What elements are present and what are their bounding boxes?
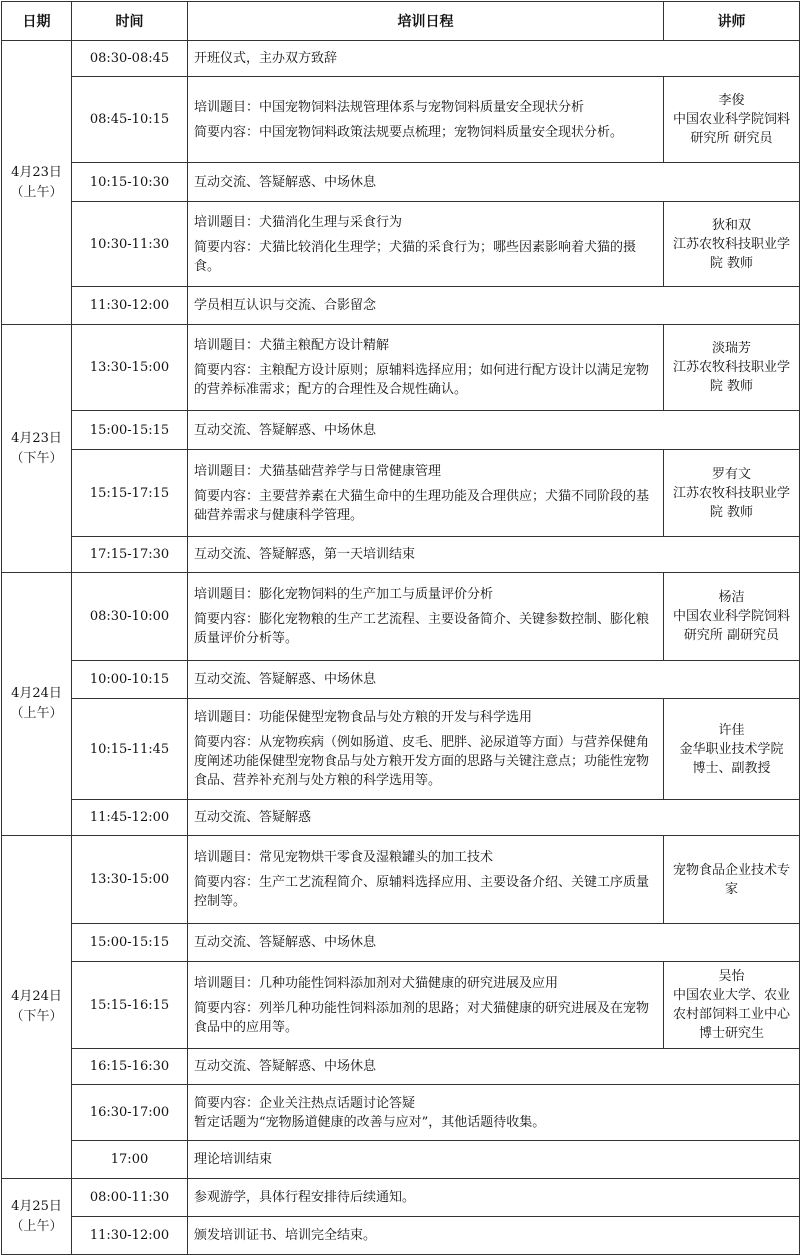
lecturer-cell: 吴怡 中国农业大学、农业 农村部饲料工业中心 博士研究生 [664,962,800,1049]
time-cell: 15:15-17:15 [72,450,188,537]
table-row [2,450,800,537]
session-topic: 培训题目：中国宠物饲料法规管理体系与宠物饲料质量安全现状分析 [194,99,585,115]
session-text: 参观游学，具体行程安排待后续通知。 [188,1179,800,1217]
table-row [2,699,800,800]
time-cell: 11:30-12:00 [72,1217,188,1255]
lecturer-cell: 宠物食品企业技术专 家 [664,836,800,924]
session-content [188,202,664,287]
lecturer-cell: 许佳 金华职业技术学院 博士、副教授 [664,699,800,800]
schedule-table [1,1,800,1255]
session-summary: 简要内容：主粮配方设计原则；原辅料选择应用；如何进行配方设计以满足宠物的营养标准需求；配方的合理性及合规性确认。 [194,363,650,397]
table-row [2,1141,800,1179]
header-time: 时间 [72,2,188,41]
session-text: 互动交流、答疑解惑、中场休息 [188,661,800,699]
time-cell: 10:15-10:30 [72,163,188,202]
time-cell: 17:00 [72,1141,188,1179]
table-row [2,1217,800,1255]
time-cell: 08:30-08:45 [72,41,188,77]
table-row [2,836,800,924]
time-cell: 13:30-15:00 [72,325,188,411]
time-cell: 08:00-11:30 [72,1179,188,1217]
time-cell: 08:45-10:15 [72,77,188,163]
session-text: 开班仪式，主办双方致辞 [188,41,800,77]
table-row [2,1085,800,1141]
table-row [2,800,800,836]
session-summary: 简要内容：主要营养素在犬猫生命中的生理功能及合理供应；犬猫不同阶段的基础营养需求与健康科学管理。 [194,488,650,523]
session-text: 颁发培训证书、培训完全结束。 [188,1217,800,1255]
time-cell: 08:30-10:00 [72,573,188,661]
lecturer-cell: 杨洁 中国农业科学院饲料 研究所 副研究员 [664,573,800,661]
table-row [2,661,800,699]
session-content [188,325,664,411]
session-topic: 培训题目：常见宠物烘干零食及湿粮罐头的加工技术 [194,850,494,865]
session-content [188,573,664,661]
header-date: 日期 [2,2,72,41]
time-cell: 16:30-17:00 [72,1085,188,1141]
date-cell: 4月23日 （下午） [2,325,72,573]
time-cell: 15:00-15:15 [72,411,188,450]
session-summary: 简要内容：从宠物疾病（例如肠道、皮毛、肥胖、泌尿道等方面）与营养保健角度阐述功能保健型宠物食品与处方粮开发方面的思路与关键注意点；功能性宠物食品、营养补充剂与处方粮的科学选用等。 [194,735,650,788]
session-text: 互动交流、答疑解惑、中场休息 [188,1049,800,1085]
table-row [2,77,800,163]
session-text: 互动交流、答疑解惑、中场休息 [188,411,800,450]
session-content [188,962,664,1049]
session-content [188,450,664,537]
header-lecturer: 讲师 [664,2,800,41]
time-cell: 15:00-15:15 [72,924,188,962]
time-cell: 10:30-11:30 [72,202,188,287]
session-text: 互动交流、答疑解惑，第一天培训结束 [188,537,800,573]
session-content [188,77,664,163]
session-summary: 简要内容：犬猫比较消化生理学；犬猫的采食行为；哪些因素影响着犬猫的摄食。 [194,239,637,274]
session-text: 理论培训结束 [188,1141,800,1179]
time-cell: 11:45-12:00 [72,800,188,836]
time-cell: 13:30-15:00 [72,836,188,924]
session-text: 简要内容：企业关注热点话题讨论答疑 暂定话题为“宠物肠道健康的改善与应对”，其他话题待收集。 [188,1085,800,1141]
session-summary: 简要内容：中国宠物饲料政策法规要点梳理；宠物饲料质量安全现状分析。 [194,124,624,140]
date-cell: 4月25日 （上午） [2,1179,72,1255]
table-row [2,1179,800,1217]
session-topic: 培训题目：功能保健型宠物食品与处方粮的开发与科学选用 [194,710,533,725]
session-text: 互动交流、答疑解惑 [188,800,800,836]
session-topic: 培训题目：犬猫主粮配方设计精解 [194,338,390,353]
session-content [188,699,664,800]
time-cell: 17:15-17:30 [72,537,188,573]
time-cell: 11:30-12:00 [72,287,188,325]
session-summary: 简要内容：生产工艺流程简介、原辅料选择应用、主要设备介绍、关键工序质量控制等。 [194,875,650,909]
time-cell: 15:15-16:15 [72,962,188,1049]
session-topic: 培训题目：膨化宠物饲料的生产加工与质量评价分析 [194,587,494,602]
table-row [2,537,800,573]
table-row [2,41,800,77]
table-row [2,411,800,450]
table-row [2,573,800,661]
time-cell: 10:15-11:45 [72,699,188,800]
lecturer-cell: 罗有文 江苏农牧科技职业学 院 教师 [664,450,800,537]
session-topic: 培训题目：犬猫基础营养学与日常健康管理 [194,463,442,479]
session-topic: 培训题目：犬猫消化生理与采食行为 [194,214,403,230]
time-cell: 10:00-10:15 [72,661,188,699]
table-row [2,924,800,962]
table-row [2,287,800,325]
session-summary: 简要内容：列举几种功能性饲料添加剂的思路；对犬猫健康的研究进展及在宠物食品中的应用等。 [194,1000,650,1035]
table-row [2,202,800,287]
session-text: 学员相互认识与交流、合影留念 [188,287,800,325]
session-text: 互动交流、答疑解惑、中场休息 [188,924,800,962]
table-row [2,962,800,1049]
header-row [2,2,800,41]
header-program: 培训日程 [188,2,664,41]
session-content [188,836,664,924]
date-cell: 4月23日 （上午） [2,41,72,325]
table-row [2,163,800,202]
time-cell: 16:15-16:30 [72,1049,188,1085]
lecturer-cell: 李俊 中国农业科学院饲料 研究所 研究员 [664,77,800,163]
table-row [2,1049,800,1085]
date-cell: 4月24日 （下午） [2,836,72,1179]
session-summary: 简要内容：膨化宠物粮的生产工艺流程、主要设备简介、关键参数控制、膨化粮质量评价分析等。 [194,612,650,646]
session-text: 互动交流、答疑解惑、中场休息 [188,163,800,202]
lecturer-cell: 淡瑞芳 江苏农牧科技职业学 院 教师 [664,325,800,411]
date-cell: 4月24日 （上午） [2,573,72,836]
session-topic: 培训题目：几种功能性饲料添加剂对犬猫健康的研究进展及应用 [194,975,559,991]
lecturer-cell: 狄和双 江苏农牧科技职业学 院 教师 [664,202,800,287]
table-row [2,325,800,411]
